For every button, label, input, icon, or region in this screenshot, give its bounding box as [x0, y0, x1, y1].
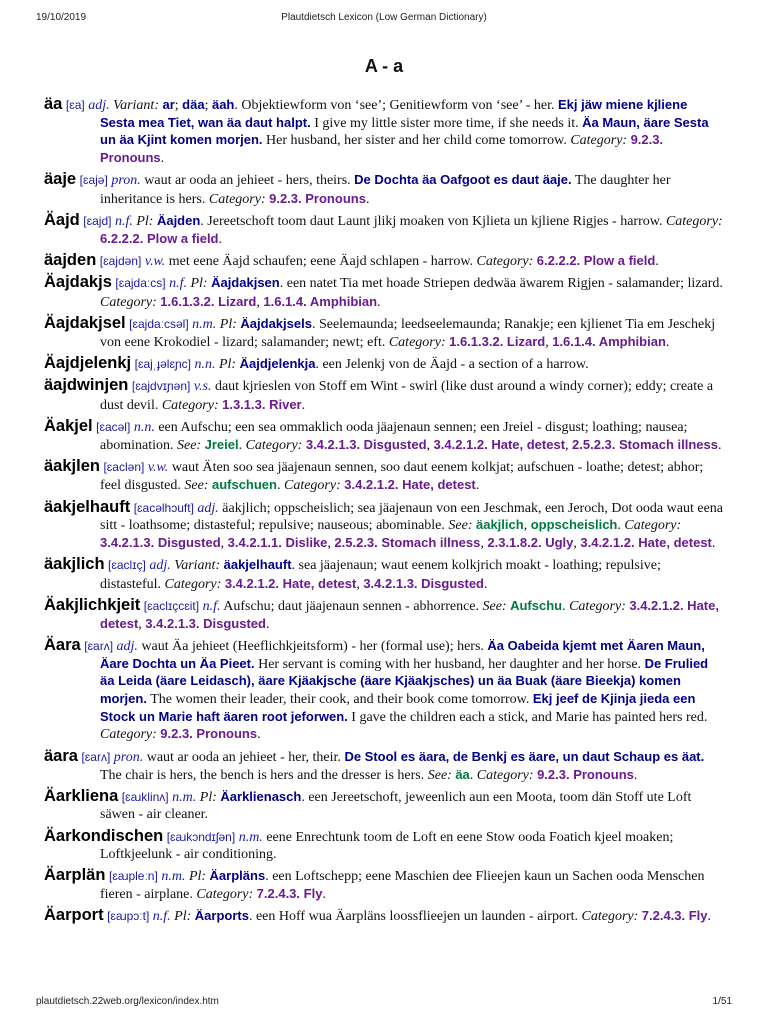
- plural-label: Pl:: [219, 316, 237, 332]
- part-of-speech: adj.: [88, 98, 110, 113]
- headword: äakjlen: [44, 457, 100, 476]
- category-link[interactable]: 3.4.2.1.3. Disgusted: [363, 575, 484, 591]
- example-sentence: Äa Oabeida kjemt met Äaren Maun, Äare Dochta un Äa Pieet.: [100, 638, 705, 671]
- example-sentence: De Stool es äara, de Benkj es äare, un daut Schaup es äat.: [344, 748, 705, 764]
- part-of-speech: pron.: [111, 173, 141, 189]
- category-label: Category:: [476, 254, 534, 270]
- definition: een natet Tia met hoade Striepen dedwäa äwarem Rigjen - salamander; lizard.: [286, 276, 723, 292]
- part-of-speech: n.m.: [192, 316, 217, 332]
- print-footer: [36, 996, 732, 1010]
- category-link[interactable]: 1.3.1.3. River: [222, 396, 302, 412]
- part-of-speech: n.n.: [194, 357, 216, 373]
- definition: Seelemaunda; leedseelemaunda; Ranakje; een kjlienet Tia em Jeschekj von eene Krokodiel - lizard; salamander; newt; eft.: [100, 316, 716, 350]
- headword: Äajd: [44, 210, 80, 229]
- see-label: See:: [448, 518, 473, 534]
- see-also-link[interactable]: Aufschu: [510, 597, 563, 613]
- dictionary-entry: [44, 828, 724, 863]
- variant-form: äah: [211, 97, 235, 112]
- dictionary-entry: Äara [ɛarʌ] adj. waut Äa jehieet (Heeflichkjeitsform) - her (formal use); hers. Äa Oabeida kjemt met Äaren Maun, Äare Dochta un Äa Pieet. Her servant is coming with her husband, her daughter and her horse. De Frulied äa Leida (äare Leidasch), äare Kjäakjsche (äare Kjäakjsches) un äa Buak (äare Bieekja) komen morjen. The women their leader, their cook, and their book come tomorrow. Ekj jeef de Kjinja jieda een Stock un Marie haft äaren root jeforwen. I gave the children each a stick, and Marie has painted hers red. Category: 9.2.3. Pronouns.: [44, 636, 709, 743]
- definition: äakjlich; oppscheislich; sea jäajenaun von een Jeschmak, een Jeroch, Dot ooda waut eena sitt - loathsome; distasteful; repulsive; nauseous; abominable.: [100, 500, 723, 534]
- category-link[interactable]: 3.4.2.1.3. Disgusted: [100, 534, 221, 550]
- example-translation: I give my little sister more time, if she needs it.: [314, 115, 579, 131]
- pronunciation: [ɛaɹkɔndɪʃən]: [166, 829, 236, 844]
- category-label: Category:: [100, 294, 157, 310]
- part-of-speech: n.m.: [238, 829, 263, 845]
- category-link[interactable]: 2.3.1.8.2. Ugly: [487, 534, 574, 550]
- category-label: Category:: [164, 576, 222, 592]
- section-title: A - a: [364, 56, 404, 76]
- dictionary-entry: äaje [ɛajə] pron. waut ar ooda an jehieet - hers, theirs. De Dochta äa Oafgoot es daut äaje. The daughter her inheritance is hers. Category: 9.2.3. Pronouns.: [44, 170, 671, 207]
- headword: äakjelhauft: [44, 497, 131, 516]
- headword: Äajdakjs: [44, 273, 112, 292]
- plural-form: Äajdakjsen: [211, 275, 280, 291]
- definition: een Jelenkj von de Äajd - a section of a harrow.: [322, 357, 589, 373]
- dictionary-entry: Äarplän [ɛaɹpleːn] n.m. Pl: Äarpläns. een Loftschepp; eene Maschien dee Flieejen kaun un Sachen ooda Menschen fieren - airplane. Category: 7.2.4.3. Fly.: [44, 866, 705, 903]
- category-label: Category:: [570, 133, 628, 149]
- headword: Äarkliena: [44, 787, 119, 806]
- see-label: See:: [184, 478, 209, 494]
- category-label: Category:: [161, 397, 219, 413]
- dictionary-entry: äajdwinjen [ɛajdvɪɲən] v.s. daut kjrieslen von Stoff em Wint - swirl (like dust around a windy corner); eddy; create a dust devil. Category: 1.3.1.3. River.: [44, 376, 714, 413]
- example-translation: Her husband, her sister and her child come tomorrow.: [266, 133, 567, 149]
- definition: waut Äten soo sea jäajenaun sennen, soo daut eenem kolkjat; aufschuen - loathe; detest; abhor; feel disgusted.: [100, 460, 704, 494]
- category-link[interactable]: 9.2.3. Pronouns: [100, 132, 664, 165]
- dictionary-entry: Äajd [ɛajd] n.f. Pl: Äajden. Jereetschoft toom daut Launt jlikj moaken von Kjlieta un kjliene Rigjes - harrow. Category: 6.2.2.2. Plow a field.: [44, 210, 723, 247]
- category-label: Category:: [100, 727, 157, 743]
- plural-form: Äajdakjsels: [240, 315, 312, 331]
- dictionary-entry: Äajdjelenkj [ɛajˌɟəlɛɲc] n.n. Pl: Äajdjelenkja. een Jelenkj von de Äajd - a section of a harrow.: [44, 354, 589, 373]
- dictionary-entry: äakjlich [ɛaclɪç] adj. Variant: äakjelhauft. sea jäajenaun; waut eenem kolkjrich moakt - loathing; repulsive; distasteful. Category: 3.4.2.1.2. Hate, detest, 3.4.2.1.3. Disgusted.: [44, 555, 661, 592]
- category-link[interactable]: 3.4.2.1.1. Dislike: [227, 534, 328, 550]
- entry-list: [44, 96, 724, 930]
- category-link[interactable]: 2.5.2.3. Stomach illness: [334, 534, 481, 550]
- dictionary-entry: Äarport [ɛaɹpɔːt] n.f. Pl: Äarports. een Hoff wua Äarpläns loossflieejen un launden - airport. Category: 7.2.4.3. Fly.: [44, 906, 712, 925]
- category-link[interactable]: 2.5.2.3. Stomach illness: [572, 437, 718, 453]
- definition: Jereetschoft toom daut Launt jlikj moaken von Kjlieta un kjliene Rigjes - harrow.: [207, 213, 663, 229]
- dictionary-entry: äakjlen [ɛaclən] v.w. waut Äten soo sea jäajenaun sennen, soo daut eenem kolkjat; aufschuen - loathe; detest; abhor; feel disgusted. See: aufschuen. Category: 3.4.2.1.2. Hate, detest.: [44, 457, 704, 494]
- part-of-speech: adj.: [197, 500, 219, 516]
- example-sentence: Ekj jeef de Kjinja jieda een Stock un Marie haft äaren root jeforwen.: [100, 691, 696, 724]
- pronunciation: [ɛajd]: [83, 213, 112, 228]
- see-also-link[interactable]: äakjlich: [475, 517, 524, 533]
- category-link[interactable]: 1.6.1.3.2. Lizard: [449, 334, 546, 349]
- part-of-speech: n.m.: [172, 790, 197, 806]
- plural-form: Äarpläns: [209, 868, 266, 883]
- pronunciation: [ɛa]: [65, 98, 85, 112]
- part-of-speech: v.w.: [147, 460, 169, 476]
- category-link[interactable]: 9.2.3. Pronouns: [537, 766, 634, 782]
- category-label: Category:: [196, 887, 254, 903]
- plural-label: Pl:: [174, 909, 192, 925]
- category-label: Category:: [388, 335, 446, 350]
- headword: äaje: [44, 170, 77, 189]
- plural-form: Äarklienasch: [220, 789, 302, 805]
- plural-label: Pl:: [218, 357, 237, 373]
- pronunciation: [ɛaɹpɔːt]: [107, 909, 150, 924]
- category-label: Category:: [476, 767, 534, 783]
- part-of-speech: n.n.: [133, 419, 155, 435]
- definition: een Aufschu; een sea ommaklich ooda jäajenaun sennen; een Jreiel - disgust; loathing; nausea; abomination.: [100, 419, 688, 454]
- plural-label: Pl:: [190, 276, 208, 292]
- category-link[interactable]: 7.2.4.3. Fly: [641, 908, 708, 924]
- example-translation: Her servant is coming with her husband, her daughter and her horse.: [258, 656, 642, 672]
- definition: waut Äa jehieet (Heeflichkjeitsform) - her (formal use); hers.: [141, 639, 484, 655]
- example-sentence: De Frulied äa Leida (äare Leidasch), äare Kjäakjsche (äare Kjäakjsches) un äa Buak (äare Bieekja) komen morjen.: [100, 655, 709, 706]
- part-of-speech: v.s.: [193, 379, 212, 395]
- part-of-speech: adj.: [116, 639, 138, 655]
- example-sentence: Äa Maun, äare Sesta un äa Kjint komen morjen.: [100, 114, 709, 148]
- plural-form: Äarports: [194, 908, 249, 924]
- dictionary-entry: äa [ɛa] adj. Variant: ar; däa; äah. Objektiewform von ‘see’; Genitiewform von ‘see’ - her. Ekj jäw miene kjliene Sesta mea Tiet, wan äa daut halpt. I give my little sister more time, if she needs it. Äa Maun, äare Sesta un äa Kjint komen morjen. Her husband, her sister and her child come tomorrow. Category: 9.2.3. Pronouns.: [44, 95, 709, 166]
- category-label: Category:: [245, 438, 303, 454]
- headword: äara: [44, 746, 78, 765]
- example-translation: The women their leader, their cook, and their book come tomorrow.: [150, 692, 530, 707]
- category-label: Category:: [665, 213, 723, 229]
- dictionary-entry: Äakjlichkjeit [ɛaclɪçcɛit] n.f. Aufschu; daut jäajenaun sennen - abhorrence. See: Aufschu. Category: 3.4.2.1.2. Hate, detest, 3.4.2.1.3. Disgusted.: [44, 595, 719, 633]
- pronunciation: [ɛaclɪçcɛit]: [143, 598, 200, 613]
- headword: Äakjlichkjeit: [44, 595, 141, 614]
- category-label: Category:: [581, 909, 639, 925]
- print-title: Plautdietsch Lexicon (Low German Dictionary): [281, 12, 487, 23]
- variant-label: Variant:: [113, 98, 159, 113]
- plural-label: Pl:: [188, 869, 207, 884]
- plural-form: Äajdjelenkja: [239, 356, 316, 372]
- definition: een Loftschepp; eene Maschien dee Flieejen kaun un Sachen ooda Menschen fieren - airplane.: [100, 869, 705, 903]
- part-of-speech: v.w.: [144, 254, 166, 270]
- pronunciation: [ɛajdaːcsəl]: [129, 316, 189, 331]
- part-of-speech: adj.: [149, 558, 171, 574]
- pronunciation: [ɛacəl]: [96, 419, 131, 434]
- definition: daut kjrieslen von Stoff em Wint - swirl (like dust around a windy corner); eddy; create a dust devil.: [100, 379, 714, 413]
- example-translation: The daughter her inheritance is hers.: [100, 173, 671, 207]
- print-header: [36, 12, 732, 26]
- definition: waut ar ooda an jehieet - her, their.: [146, 749, 341, 765]
- part-of-speech: n.f.: [114, 213, 133, 229]
- definition: Aufschu; daut jäajenaun sennen - abhorrence.: [223, 598, 479, 614]
- headword: Äarkondischen: [44, 826, 164, 845]
- variant-label: Variant:: [174, 558, 221, 574]
- see-also-link[interactable]: oppscheislich: [530, 517, 618, 533]
- headword: Äarport: [44, 906, 104, 925]
- pronunciation: [ɛaclɪç]: [108, 558, 146, 573]
- headword: äa: [44, 95, 63, 113]
- pronunciation: [ɛarʌ]: [84, 639, 114, 654]
- category-label: Category:: [569, 598, 626, 614]
- plural-label: Pl:: [136, 213, 154, 229]
- category-link[interactable]: 3.4.2.1.2. Hate, detest: [100, 597, 719, 632]
- category-link[interactable]: 1.6.1.3.2. Lizard: [160, 293, 257, 309]
- category-link[interactable]: 6.2.2.2. Plow a field: [100, 230, 219, 246]
- part-of-speech: n.f.: [202, 598, 221, 614]
- see-also-link[interactable]: äa: [455, 766, 470, 782]
- category-link[interactable]: 7.2.4.3. Fly: [256, 886, 323, 902]
- category-link[interactable]: 6.2.2.2. Plow a field: [536, 253, 656, 269]
- pronunciation: [ɛajdvɪɲən]: [131, 379, 191, 394]
- pronunciation: [ɛajˌɟəlɛɲc]: [134, 357, 191, 372]
- definition: met eene Äajd schaufen; eene Äajd schlapen - harrow.: [168, 254, 474, 270]
- headword: Äajdakjsel: [44, 313, 126, 332]
- page-number: 1/51: [712, 996, 732, 1007]
- plural-label: Pl:: [199, 790, 217, 806]
- category-link[interactable]: 3.4.2.1.2. Hate, detest: [224, 575, 357, 591]
- category-label: Category:: [208, 191, 266, 207]
- dictionary-entry: äajden [ɛajdən] v.w. met eene Äajd schaufen; eene Äajd schlapen - harrow. Category: 6.2.2.2. Plow a field.: [44, 251, 659, 270]
- part-of-speech: n.f.: [152, 909, 171, 925]
- definition: waut ar ooda an jehieet - hers, theirs.: [144, 173, 351, 189]
- headword: Äarplän: [44, 866, 106, 884]
- definition: een Jereetschoft, jeweenlich aun een Moota, toom dän Stoff ute Loft säwen - air cleaner.: [100, 790, 692, 823]
- see-label: See:: [482, 598, 507, 614]
- example-translation: I gave the children each a stick, and Marie has painted hers red.: [351, 709, 708, 725]
- category-link[interactable]: 3.4.2.1.3. Disgusted: [305, 437, 427, 453]
- headword: äakjlich: [44, 555, 105, 574]
- headword: Äara: [44, 636, 81, 655]
- category-link[interactable]: 9.2.3. Pronouns: [269, 190, 366, 206]
- dictionary-entry: Äajdakjs [ɛajdaːcs] n.f. Pl: Äajdakjsen. een natet Tia met hoade Striepen dedwäa äwarem Rigjen - salamander; lizard. Category: 1.6.1.3.2. Lizard, 1.6.1.4. Amphibian.: [44, 273, 723, 310]
- dictionary-entry: Äarkliena [ɛaɹklinʌ] n.m. Pl: Äarklienasch. een Jereetschoft, jeweenlich aun een Moota, toom dän Stoff ute Loft säwen - air cleaner.: [44, 787, 692, 823]
- dictionary-entry: äara [ɛarʌ] pron. waut ar ooda an jehieet - her, their. De Stool es äara, de Benkj es äare, un daut Schaup es äat. The chair is hers, the bench is hers and the dresser is hers. See: äa. Category: 9.2.3. Pronouns.: [44, 746, 705, 783]
- plural-form: Äajden: [156, 212, 201, 228]
- see-also-link[interactable]: Jreiel: [204, 437, 239, 453]
- part-of-speech: pron.: [113, 749, 144, 765]
- definition: een Hoff wua Äarpläns loossflieejen un launden - airport.: [255, 909, 578, 925]
- variant-form: ar: [162, 97, 175, 112]
- category-label: Category:: [624, 518, 682, 534]
- see-also-link[interactable]: aufschuen: [211, 477, 277, 493]
- variant-form: äakjelhauft: [223, 557, 292, 573]
- part-of-speech: n.m.: [161, 869, 186, 884]
- pronunciation: [ɛaɹklinʌ]: [121, 790, 169, 805]
- print-date: 19/10/2019: [36, 12, 87, 23]
- example-sentence: De Dochta äa Oafgoot es daut äaje.: [354, 172, 572, 188]
- category-link[interactable]: 3.4.2.1.2. Hate, detest: [580, 534, 712, 550]
- headword: äajdwinjen: [44, 376, 129, 395]
- pronunciation: [ɛacəlhɔuft]: [133, 500, 194, 515]
- dictionary-entry: Äakjel [ɛacəl] n.n. een Aufschu; een sea ommaklich ooda jäajenaun sennen; een Jreiel - disgust; loathing; nausea; abomination. See: Jreiel. Category: 3.4.2.1.3. Disgusted, 3.4.2.1.2. Hate, detest, 2.5.2.3. Stomach illness.: [44, 416, 722, 454]
- see-label: See:: [177, 438, 202, 454]
- headword: Äajdjelenkj: [44, 354, 132, 373]
- pronunciation: [ɛajdaːcs]: [115, 276, 166, 291]
- dictionary-entry: äakjelhauft [ɛacəlhɔuft] adj. äakjlich; oppscheislich; sea jäajenaun von een Jeschmak, een Jeroch, Dot ooda waut eena sitt - loathsome; distasteful; repulsive; nauseous; abominable. See: äakjlich, oppscheislich. Category: 3.4.2.1.3. Disgusted, 3.4.2.1.1. Dislike, 2.5.2.3. Stomach illness, 2.3.1.8.2. Ugly, 3.4.2.1.2. Hate, detest.: [44, 497, 723, 551]
- category-link[interactable]: 3.4.2.1.2. Hate, detest: [433, 437, 566, 453]
- category-link[interactable]: 3.4.2.1.2. Hate, detest: [344, 477, 476, 493]
- category-link[interactable]: 1.6.1.4. Amphibian: [552, 334, 666, 349]
- example-sentence: Ekj jäw miene kjliene Sesta mea Tiet, wan äa daut halpt.: [100, 97, 688, 130]
- category-link[interactable]: 3.4.2.1.3. Disgusted: [145, 616, 266, 632]
- headword: Äakjel: [44, 416, 93, 435]
- example-translation: The chair is hers, the bench is hers and the dresser is hers.: [100, 767, 425, 783]
- dictionary-entry: Äajdakjsel [ɛajdaːcsəl] n.m. Pl: Äajdakjsels. Seelemaunda; leedseelemaunda; Ranakje; een kjlienet Tia em Jeschekj von eene Krokodiel - lizard; salamander; newt; eft. Category: 1.6.1.3.2. Lizard, 1.6.1.4. Amphibian.: [44, 313, 716, 350]
- pronunciation: [ɛajə]: [79, 173, 108, 188]
- pronunciation: [ɛaclən]: [103, 460, 145, 475]
- pronunciation: [ɛajdən]: [99, 254, 142, 269]
- category-link[interactable]: 9.2.3. Pronouns: [160, 726, 258, 742]
- pronunciation: [ɛaɹpleːn]: [108, 869, 158, 883]
- print-url: plautdietsch.22web.org/lexicon/index.htm: [36, 996, 219, 1007]
- see-label: See:: [427, 767, 452, 783]
- category-label: Category:: [283, 478, 341, 494]
- category-link[interactable]: 1.6.1.4. Amphibian: [263, 293, 378, 309]
- definition: sea jäajenaun; waut eenem kolkjrich moakt - loathing; repulsive; distasteful.: [100, 558, 661, 592]
- part-of-speech: n.f.: [169, 276, 187, 292]
- definition: Objektiewform von ‘see’; Genitiewform von ‘see’ - her.: [241, 98, 555, 113]
- definition: eene Enrechtunk toom de Loft en eene Stow ooda Foatich kjeel moaken; Loftkjeelunk - air conditioning.: [100, 829, 674, 862]
- pronunciation: [ɛarʌ]: [81, 749, 111, 764]
- variant-form: däa: [182, 97, 205, 112]
- headword: äajden: [44, 251, 97, 270]
